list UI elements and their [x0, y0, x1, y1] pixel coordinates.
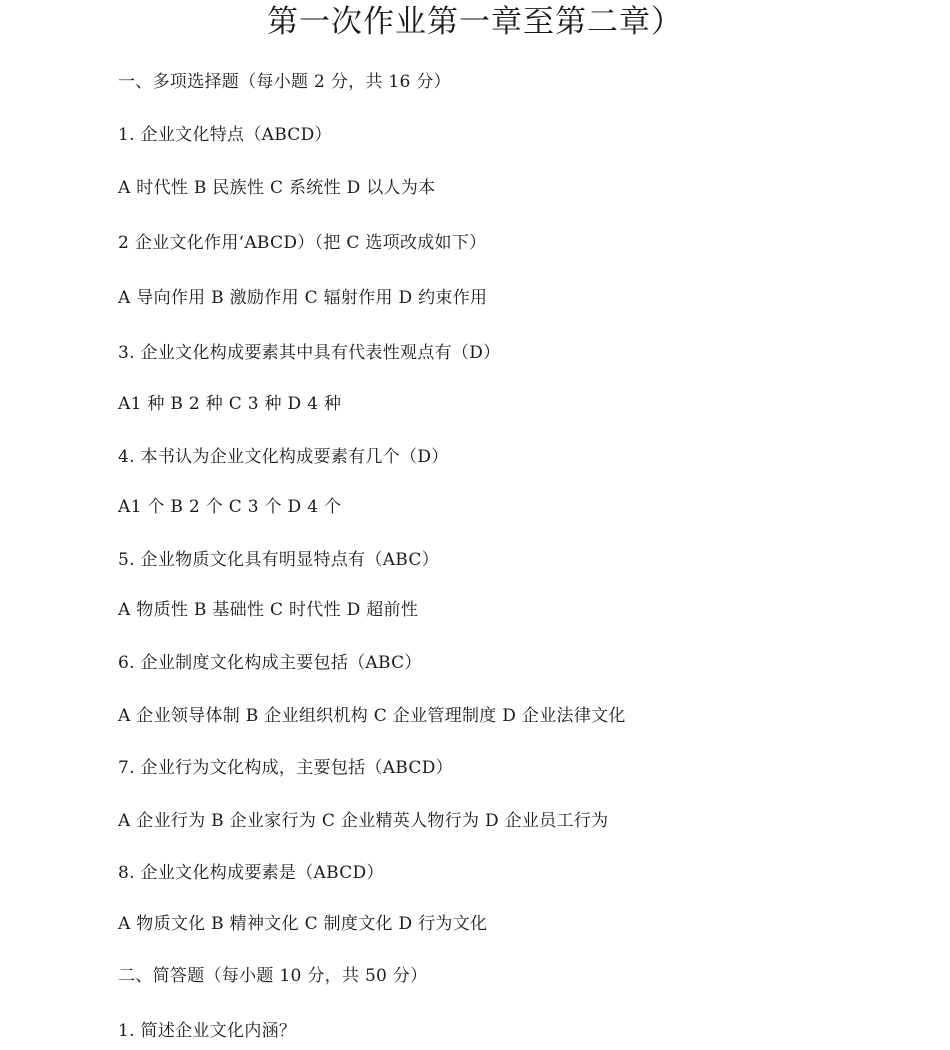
question-1: 1. 企业文化特点（ABCD） — [118, 125, 332, 145]
question-8: 8. 企业文化构成要素是（ABCD） — [118, 863, 384, 883]
document-title: 第一次作业第一章至第二章） — [267, 4, 683, 40]
section-heading-short-answer: 二、简答题（每小题 10 分，共 50 分） — [118, 966, 428, 986]
question-2: 2 企业文化作用‘ABCD）（把 C 选项改成如下） — [118, 233, 487, 253]
question-5-options: A 物质性 B 基础性 C 时代性 D 超前性 — [118, 600, 419, 620]
section-heading-multiple-choice: 一、多项选择题（每小题 2 分，共 16 分） — [118, 72, 451, 92]
short-answer-question-1: 1. 简述企业文化内涵？ — [118, 1021, 297, 1041]
question-3-options: A1 种 B 2 种 C 3 种 D 4 种 — [118, 394, 342, 414]
question-4-options: A1 个 B 2 个 C 3 个 D 4 个 — [118, 497, 342, 517]
question-6-options: A 企业领导体制 B 企业组织机构 C 企业管理制度 D 企业法律文化 — [118, 706, 626, 726]
question-7: 7. 企业行为文化构成，主要包括（ABCD） — [118, 758, 453, 778]
question-8-options: A 物质文化 B 精神文化 C 制度文化 D 行为文化 — [118, 914, 488, 934]
question-2-options: A 导向作用 B 激励作用 C 辐射作用 D 约束作用 — [118, 288, 488, 308]
question-1-options: A 时代性 B 民族性 C 系统性 D 以人为本 — [118, 178, 436, 198]
question-6: 6. 企业制度文化构成主要包括（ABC） — [118, 653, 422, 673]
question-5: 5. 企业物质文化具有明显特点有（ABC） — [118, 550, 440, 570]
question-4: 4. 本书认为企业文化构成要素有几个（D） — [118, 447, 449, 467]
question-7-options: A 企业行为 B 企业家行为 C 企业精英人物行为 D 企业员工行为 — [118, 811, 609, 831]
question-3: 3. 企业文化构成要素其中具有代表性观点有（D） — [118, 343, 501, 363]
